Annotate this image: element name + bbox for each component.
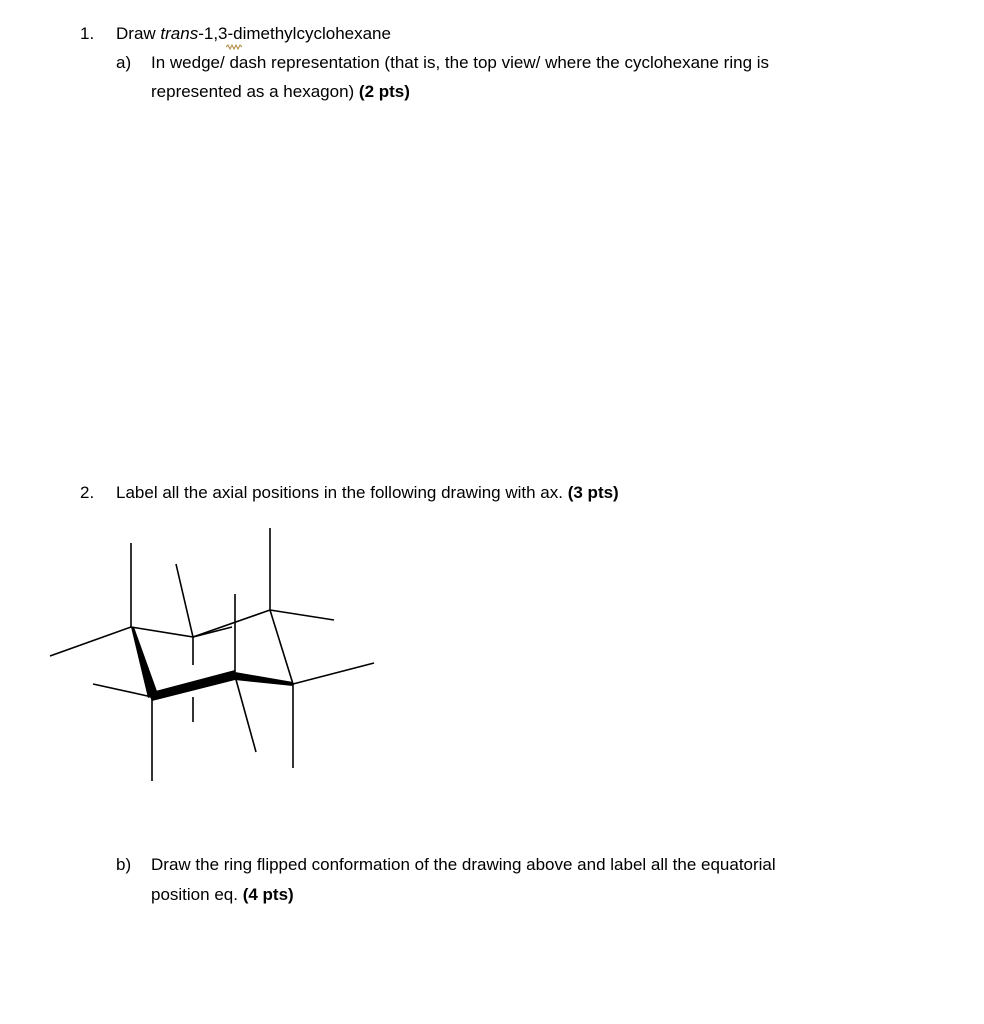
- ring-bond-c2-c3: [193, 610, 270, 637]
- q2b-points: (4 pts): [242, 885, 294, 904]
- bold-bond-c6-c5: [148, 670, 235, 701]
- q1-number: 1.: [80, 24, 95, 43]
- equatorial-bond-c6: [93, 684, 152, 697]
- q2b-label: b): [116, 855, 132, 874]
- q1-rest: -1,3-dimethylcyclohexane: [198, 24, 391, 43]
- q1a-line2-text: represented as a hexagon): [151, 82, 359, 101]
- ring-bond-c1-c2: [131, 627, 193, 637]
- q2-number: 2.: [80, 483, 95, 502]
- equatorial-bond-c3: [270, 610, 334, 620]
- q1-prefix: Draw: [116, 24, 161, 43]
- q1-italic: trans: [160, 24, 199, 43]
- equatorial-bond-c2: [176, 564, 193, 637]
- q1a-line1: In wedge/ dash representation (that is, the top view/ where the cyclohexane ring is: [151, 53, 770, 72]
- equatorial-bond-c5: [235, 676, 256, 752]
- q2b-line2-text: position eq.: [151, 885, 243, 904]
- q1a-label: a): [116, 53, 132, 72]
- q2b-line2: [151, 884, 294, 906]
- q1a-points: (2 pts): [358, 82, 410, 101]
- bold-bond-c1-c6: [131, 627, 158, 698]
- q2b-line1: Draw the ring flipped conformation of the drawing above and label all the equatorial: [151, 855, 776, 874]
- q2-points: (3 pts): [567, 483, 619, 502]
- ring-bond-c3-c4: [270, 610, 293, 684]
- bold-bond-c5-c4: [235, 672, 293, 686]
- q2-text: Label all the axial positions in the following drawing with ax.: [116, 483, 568, 502]
- equatorial-bond-c2b: [193, 627, 232, 637]
- equatorial-bond-c4: [293, 663, 374, 684]
- equatorial-bond-c1: [50, 627, 131, 656]
